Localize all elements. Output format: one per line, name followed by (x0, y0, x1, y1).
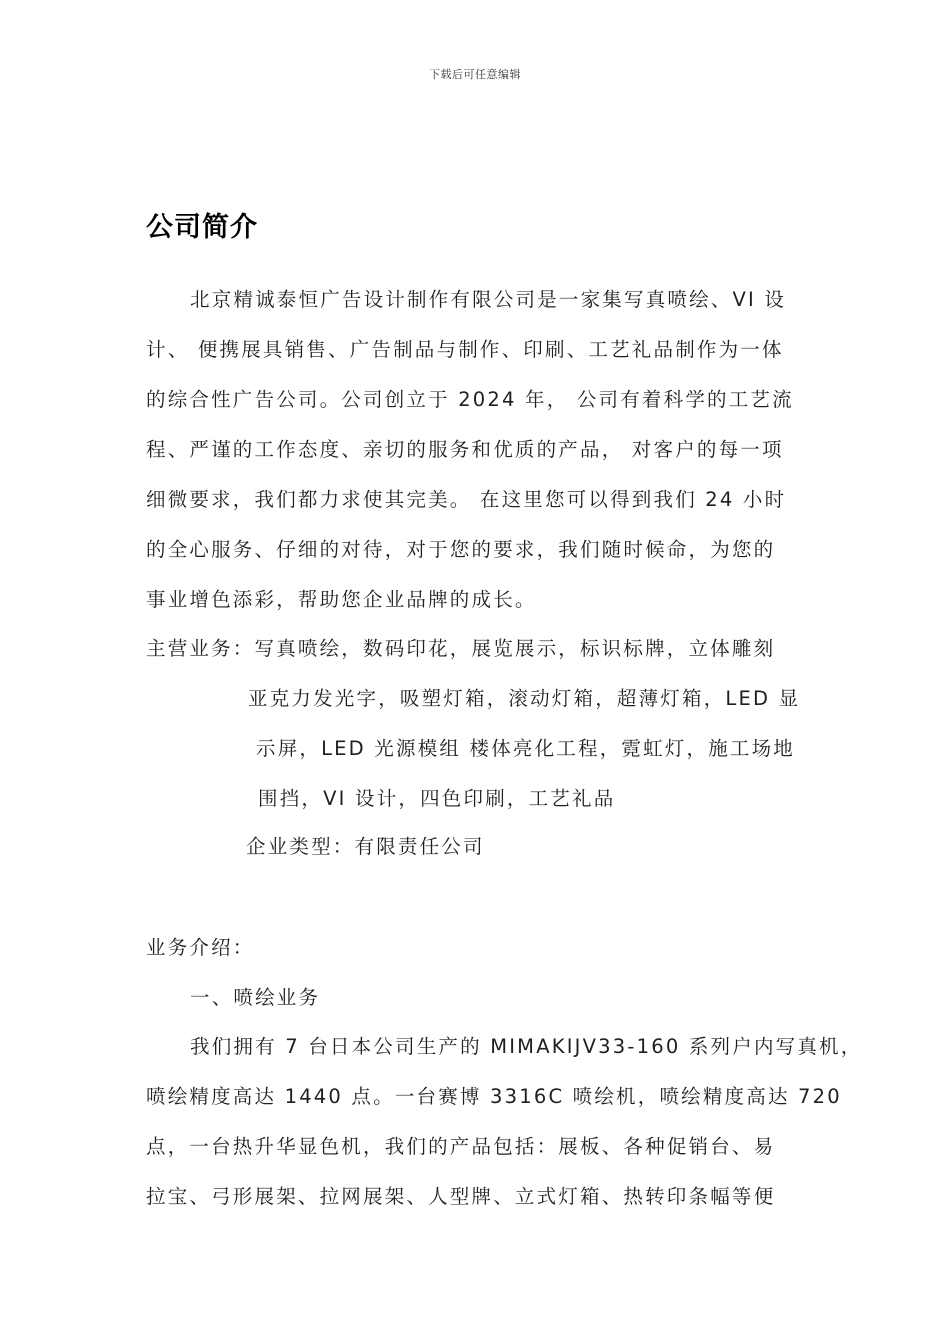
intro-line: 北京精诚泰恒广告设计制作有限公司是一家集写真喷绘、VI 设 (190, 288, 787, 311)
section-line: 喷绘精度高达 1440 点。一台赛博 3316C 喷绘机，喷绘精度高达 720 (146, 1085, 842, 1108)
business-intro-heading: 业务介绍： (146, 936, 255, 959)
main-business-line: 示屏，LED 光源模组 楼体亮化工程，霓虹灯，施工场地 (256, 737, 795, 760)
intro-line: 事业增色添彩，帮助您企业品牌的成长。 (146, 588, 537, 611)
main-business-line: 主营业务：写真喷绘，数码印花，展览展示，标识标牌，立体雕刻 (146, 637, 776, 660)
page-title: 公司简介 (146, 212, 258, 243)
intro-line: 计、 便携展具销售、广告制品与制作、印刷、工艺礼品制作为一体 (146, 338, 784, 361)
page-header: 下载后可任意编辑 (429, 68, 521, 81)
section-line: 拉宝、弓形展架、拉网展架、人型牌、立式灯箱、热转印条幅等便 (146, 1185, 776, 1208)
intro-line: 程、严谨的工作态度、亲切的服务和优质的产品， 对客户的每一项 (146, 438, 784, 461)
intro-line: 的全心服务、仔细的对待，对于您的要求，我们随时候命，为您的 (146, 538, 776, 561)
section-line: 我们拥有 7 台日本公司生产的 MIMAKIJV33-160 系列户内写真机， (190, 1035, 863, 1058)
main-business-line: 亚克力发光字，吸塑灯箱，滚动灯箱，超薄灯箱，LED 显 (248, 687, 801, 710)
section-line: 点，一台热升华显色机，我们的产品包括：展板、各种促销台、易 (146, 1135, 776, 1158)
intro-line: 细微要求，我们都力求使其完美。 在这里您可以得到我们 24 小时 (146, 488, 787, 511)
intro-line: 的综合性广告公司。公司创立于 2024 年， 公司有着科学的工艺流 (146, 388, 794, 411)
section-heading: 一、喷绘业务 (190, 986, 321, 1009)
main-business-line: 围挡，VI 设计，四色印刷，工艺礼品 (258, 787, 616, 810)
enterprise-type: 企业类型：有限责任公司 (246, 835, 485, 858)
